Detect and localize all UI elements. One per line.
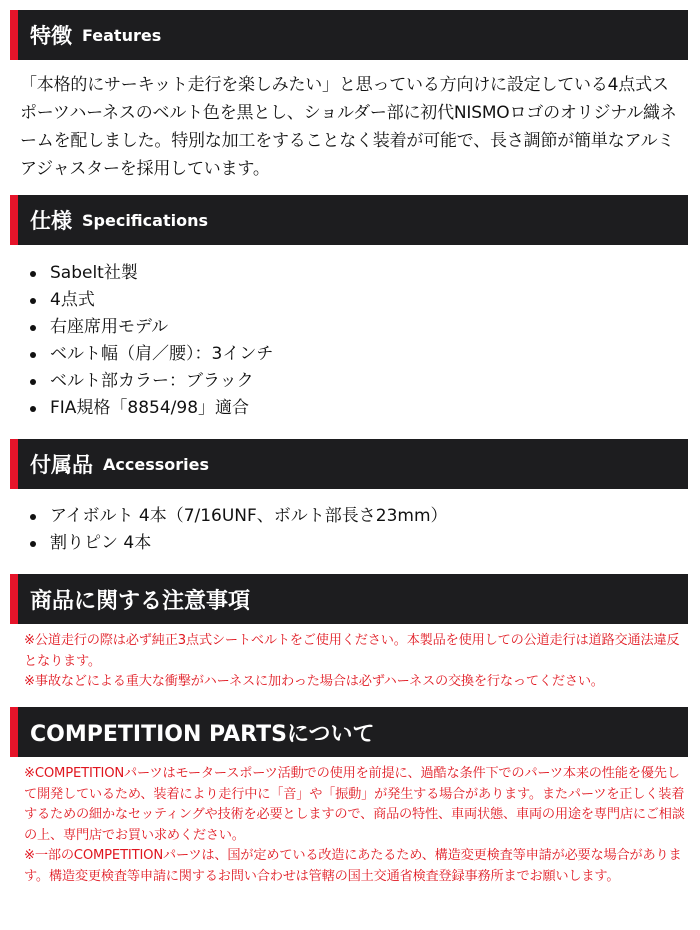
specifications-header	[10, 195, 688, 245]
bullet-icon	[30, 298, 36, 304]
specifications-title-jp: 仕様	[30, 209, 72, 233]
spec-item: ベルト部カラー：ブラック	[50, 371, 254, 391]
competition-body	[24, 764, 689, 887]
competition-line: ※COMPETITIONパーツはモータースポーツ活動での使用を前提に、過酷な条件下でのパーツ本来の性能を優先して開発しているため、装着により走行中に「音」や「振動」が発生する場合があります。またパーツを正しく装着するための細かなセッティングや技術を必要としますので、商品の特性、車両状態、車両の用途を専門店にご相談の上、専門店でお買い求めください。	[24, 766, 685, 843]
specifications-list	[24, 260, 273, 422]
bullet-icon	[30, 379, 36, 385]
notes-body	[24, 631, 689, 693]
spec-item: 4点式	[50, 290, 95, 310]
accessory-item: アイボルト 4本（7/16UNF、ボルト部長さ23mm）	[50, 506, 448, 526]
features-title-en: Features	[82, 25, 162, 45]
list-item	[24, 530, 448, 557]
list-item	[24, 341, 273, 368]
notes-header	[10, 574, 688, 624]
list-item	[24, 368, 273, 395]
competition-line: ※一部のCOMPETITIONパーツは、国が定めている改造にあたるため、構造変更検査等申請が必要な場合があります。構造変更検査等申請に関するお問い合わせは管轄の国土交通省検査登録事務所までお願いします。	[24, 848, 682, 884]
competition-title: COMPETITION PARTSについて	[30, 721, 375, 747]
note-line: ※公道走行の際は必ず純正3点式シートベルトをご使用ください。本製品を使用しての公道走行は道路交通法違反となります。	[24, 633, 680, 669]
accessories-header	[10, 439, 688, 489]
bullet-icon	[30, 325, 36, 331]
bullet-icon	[30, 406, 36, 412]
spec-item: Sabelt社製	[50, 263, 138, 283]
accessory-item: 割りピン 4本	[50, 533, 152, 553]
notes-title: 商品に関する注意事項	[30, 588, 251, 614]
bullet-icon	[30, 541, 36, 547]
spec-item: FIA規格「8854/98」適合	[50, 398, 250, 418]
accessories-title-en: Accessories	[103, 454, 209, 474]
accessories-title-jp: 付属品	[30, 453, 93, 477]
specifications-title-en: Specifications	[82, 210, 208, 230]
list-item	[24, 395, 273, 422]
list-item	[24, 503, 448, 530]
spec-item: 右座席用モデル	[50, 317, 169, 337]
list-item	[24, 314, 273, 341]
features-title-jp: 特徴	[30, 24, 72, 48]
bullet-icon	[30, 514, 36, 520]
spec-item: ベルト幅（肩／腰）：3インチ	[50, 344, 274, 364]
note-line: ※事故などによる重大な衝撃がハーネスに加わった場合は必ずハーネスの交換を行なってください。	[24, 674, 604, 689]
competition-header	[10, 707, 688, 757]
features-description: 「本格的にサーキット走行を楽しみたい」と思っている方向けに設定している4点式スポーツハーネスのベルト色を黒とし、ショルダー部に初代NISMOロゴのオリジナル織ネームを配しました。特別な加工をすることなく装着が可能で、長さ調節が簡単なアルミアジャスターを採用しています。	[20, 75, 677, 179]
bullet-icon	[30, 271, 36, 277]
features-header	[10, 10, 688, 60]
list-item	[24, 287, 273, 314]
list-item	[24, 260, 273, 287]
bullet-icon	[30, 352, 36, 358]
accessories-list	[24, 503, 448, 557]
